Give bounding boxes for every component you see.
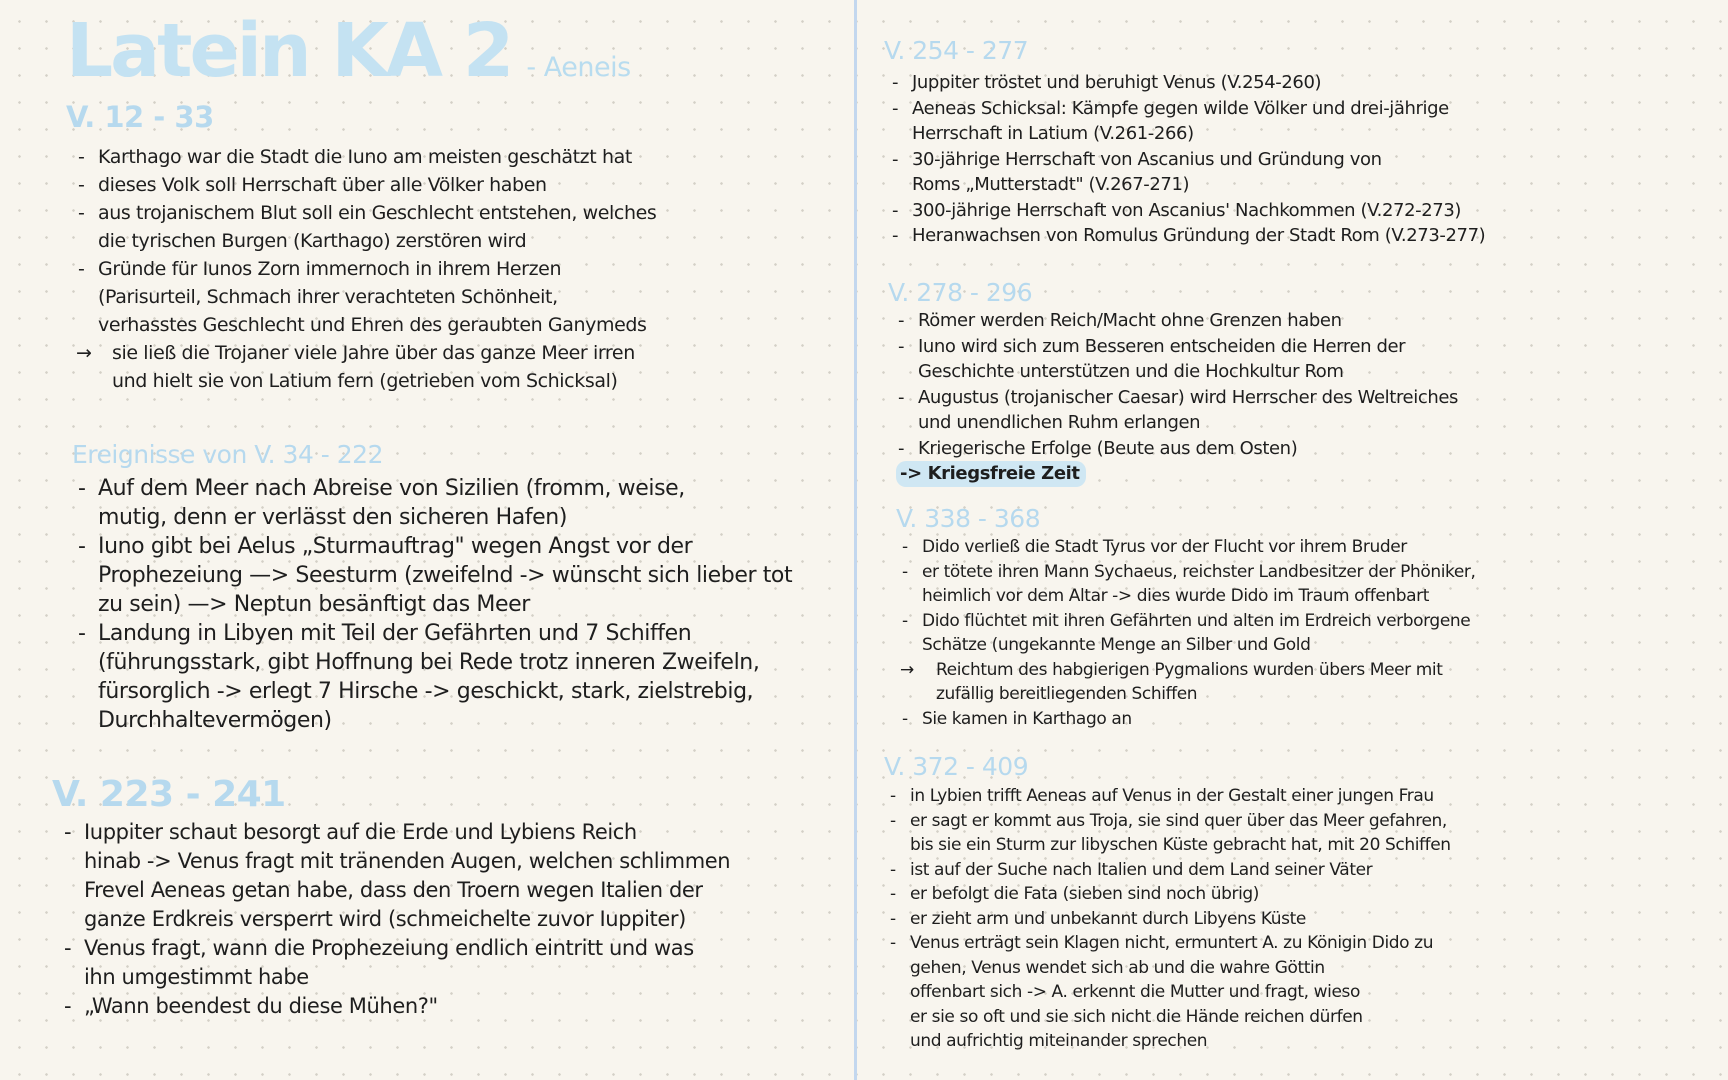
note-item: - er zieht arm und unbekannt durch Libyens Küste <box>888 907 1718 932</box>
note-item: - Sie kamen in Karthago an <box>900 707 1710 732</box>
note-item: - in Lybien trifft Aeneas auf Venus in der Gestalt einer jungen Frau <box>888 784 1718 809</box>
note-item: - er tötete ihren Mann Sychaeus, reichster Landbesitzer der Phöniker, heimlich vor dem Altar -> dies wurde Dido im Traum offenbart <box>900 560 1710 609</box>
page-title: Latein KA 2 <box>66 8 512 94</box>
highlight-item <box>896 461 1706 487</box>
note-item: - Dido verließ die Stadt Tyrus vor der Flucht vor ihrem Bruder <box>900 535 1710 560</box>
section-notes <box>76 474 836 735</box>
section-heading: Ereignisse von V. 34 - 222 <box>72 440 383 469</box>
note-item: - Karthago war die Stadt die Iuno am meisten geschätzt hat <box>76 143 816 171</box>
section-notes <box>888 784 1718 1054</box>
note-item: - Heranwachsen von Romulus Gründung der Stadt Rom (V.273-277) <box>890 223 1700 249</box>
note-item: - er befolgt die Fata (sieben sind noch übrig) <box>888 882 1718 907</box>
note-item: - Augustus (trojanischer Caesar) wird Herrscher des Weltreiches und unendlichen Ruhm erlangen <box>896 385 1706 436</box>
note-item: - Kriegerische Erfolge (Beute aus dem Osten) <box>896 436 1706 462</box>
section-heading: V. 254 - 277 <box>884 36 1029 65</box>
section-heading: V. 372 - 409 <box>884 752 1029 781</box>
section-heading: V. 338 - 368 <box>896 504 1041 533</box>
section-notes <box>896 308 1706 487</box>
note-item: - Iuno gibt bei Aelus „Sturmauftrag" wegen Angst vor der Prophezeiung —> Seesturm (zweifelnd -> wünscht sich lieber tot zu sein) —> Neptun besänftigt das Meer <box>76 532 836 619</box>
note-item: - Auf dem Meer nach Abreise von Sizilien (fromm, weise, mutig, denn er verlässt den sicheren Hafen) <box>76 474 836 532</box>
note-item: - Venus erträgt sein Klagen nicht, ermuntert A. zu Königin Dido zu gehen, Venus wendet sich ab und die wahre Göttin offenbart sich -> A. erkennt die Mutter und fragt, wieso er sie so oft und sie sich nicht die Hände reichen dürfen und aufrichtig miteinander sprechen <box>888 931 1718 1054</box>
note-item-arrow: → sie ließ die Trojaner viele Jahre über das ganze Meer irren und hielt sie von Latium fern (getrieben vom Schicksal) <box>76 339 816 395</box>
section-notes <box>62 818 842 1021</box>
note-item: - Landung in Libyen mit Teil der Gefährten und 7 Schiffen (führungsstark, gibt Hoffnung bei Rede trotz inneren Zweifeln, fürsorglich -> erlegt 7 Hirsche -> geschickt, stark, zielstrebig, Durchhaltevermögen) <box>76 619 836 735</box>
note-item: - Gründe für Iunos Zorn immernoch in ihrem Herzen (Parisurteil, Schmach ihrer verachteten Schönheit, verhasstes Geschlecht und Ehren des geraubten Ganymeds <box>76 255 816 339</box>
note-item: - Aeneas Schicksal: Kämpfe gegen wilde Völker und drei-jährige Herrschaft in Latium (V.261-266) <box>890 96 1700 147</box>
note-item: - dieses Volk soll Herrschaft über alle Völker haben <box>76 171 816 199</box>
note-item: - Juppiter tröstet und beruhigt Venus (V.254-260) <box>890 70 1700 96</box>
column-divider <box>854 0 857 1080</box>
note-item: - Römer werden Reich/Macht ohne Grenzen haben <box>896 308 1706 334</box>
page-subtitle: - Aeneis <box>526 52 631 83</box>
section-heading: V. 12 - 33 <box>66 100 214 134</box>
note-item: - ist auf der Suche nach Italien und dem Land seiner Väter <box>888 858 1718 883</box>
note-item: - „Wann beendest du diese Mühen?" <box>62 992 842 1021</box>
note-item: - aus trojanischem Blut soll ein Geschlecht entstehen, welches die tyrischen Burgen (Karthago) zerstören wird <box>76 199 816 255</box>
note-item: - 300-jährige Herrschaft von Ascanius' Nachkommen (V.272-273) <box>890 198 1700 224</box>
title-row <box>66 8 631 94</box>
highlight-marker: -> Kriegsfreie Zeit <box>896 461 1086 487</box>
note-item: - er sagt er kommt aus Troja, sie sind quer über das Meer gefahren, bis sie ein Sturm zur libyschen Küste gebracht hat, mit 20 Schiffen <box>888 809 1718 858</box>
section-notes <box>900 535 1710 731</box>
note-item: - 30-jährige Herrschaft von Ascanius und Gründung von Roms „Mutterstadt" (V.267-271) <box>890 147 1700 198</box>
note-item: - Dido flüchtet mit ihren Gefährten und alten im Erdreich verborgene Schätze (ungekannte Menge an Silber und Gold <box>900 609 1710 658</box>
section-heading: V. 223 - 241 <box>52 774 286 815</box>
section-notes <box>890 70 1700 249</box>
note-item: - Iuno wird sich zum Besseren entscheiden die Herren der Geschichte unterstützen und die Hochkultur Rom <box>896 334 1706 385</box>
section-heading: V. 278 - 296 <box>888 278 1033 307</box>
note-item: - Venus fragt, wann die Prophezeiung endlich eintritt und was ihn umgestimmt habe <box>62 934 842 992</box>
section-notes <box>76 143 816 395</box>
note-item-arrow: → Reichtum des habgierigen Pygmalions wurden übers Meer mit zufällig bereitliegenden Schiffen <box>900 658 1710 707</box>
note-item: - Iuppiter schaut besorgt auf die Erde und Lybiens Reich hinab -> Venus fragt mit tränenden Augen, welchen schlimmen Frevel Aeneas getan habe, dass den Troern wegen Italien der ganze Erdkreis versperrt wird (schmeichelte zuvor Iuppiter) <box>62 818 842 934</box>
